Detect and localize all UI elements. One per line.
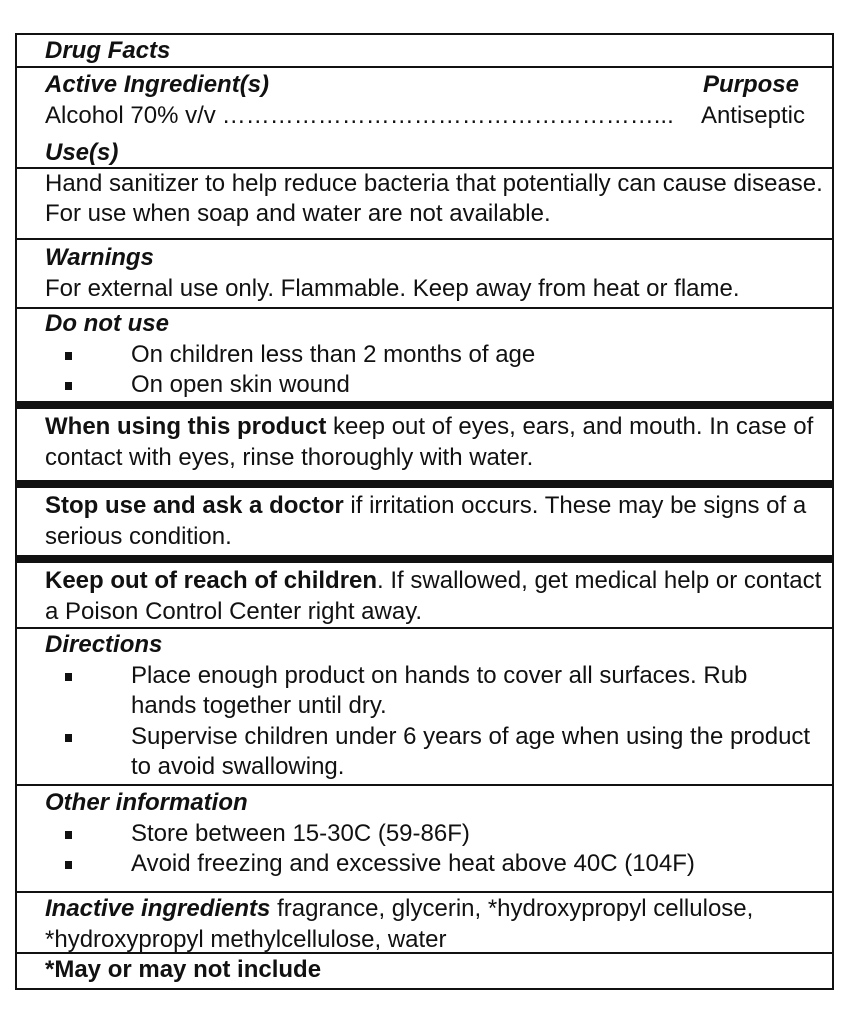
warnings-label: Warnings (45, 244, 154, 271)
leader-dots: ………………………………………………... (221, 101, 674, 129)
directions-label: Directions (45, 631, 163, 658)
bullet-icon (65, 734, 72, 742)
keep-out-text: . If swallowed, get medical help or contact a Poison Control Center right away. (45, 567, 822, 625)
other-info-section (17, 786, 832, 893)
warnings-section (17, 240, 832, 309)
inactive-section (17, 893, 832, 954)
uses-text: Hand sanitizer to help reduce bacteria that potentially can cause disease. For use when soap and water are not available. (45, 169, 823, 227)
keep-out-section (17, 563, 832, 629)
list-item (45, 370, 832, 401)
drug-facts-panel (15, 33, 834, 990)
footnote-section (17, 954, 832, 986)
when-using-section (17, 409, 832, 488)
ingredient-purpose: Antiseptic (700, 101, 805, 129)
other-info-list (45, 819, 832, 880)
list-item (45, 661, 812, 722)
list-item (45, 849, 832, 880)
do-not-use-list (45, 340, 832, 401)
inactive-text: fragrance, glycerin, *hydroxypropyl cellulose, *hydroxypropyl methylcellulose, water (45, 895, 754, 953)
stop-use-label: Stop use and ask a doctor (45, 492, 344, 519)
keep-out-paragraph (45, 566, 832, 627)
bullet-icon (65, 352, 72, 360)
bullet-icon (65, 382, 72, 390)
inactive-paragraph (45, 894, 832, 955)
active-ingredients-label: Active Ingredient(s) (45, 71, 270, 98)
stop-use-section (17, 488, 832, 563)
do-not-use-label: Do not use (45, 310, 169, 337)
uses-section (17, 136, 832, 240)
do-not-use-section (17, 309, 832, 409)
ingredient-name: Alcohol 70% v/v (45, 101, 216, 129)
list-item-text: On children less than 2 months of age (131, 340, 536, 368)
active-ingredient-row (45, 101, 832, 132)
list-item-text: Store between 15-30C (59-86F) (131, 819, 470, 847)
when-using-paragraph (45, 412, 832, 473)
warnings-text: For external use only. Flammable. Keep away from heat or flame. (45, 274, 740, 302)
drug-facts-header (17, 35, 832, 68)
directions-section (17, 629, 832, 786)
when-using-label: When using this product (45, 413, 327, 440)
drug-facts-heading: Drug Facts (45, 37, 171, 64)
list-item (45, 722, 812, 783)
bullet-icon (65, 831, 72, 839)
uses-label: Use(s) (45, 139, 119, 166)
list-item-text: Avoid freezing and excessive heat above 40C (104F) (131, 850, 695, 877)
list-item-text: On open skin wound (131, 371, 350, 398)
keep-out-label: Keep out of reach of children (45, 567, 378, 594)
when-using-text: keep out of eyes, ears, and mouth. In case of contact with eyes, rinse thoroughly with water. (45, 413, 814, 471)
bullet-icon (65, 673, 72, 681)
list-item-text: Supervise children under 6 years of age when using the product to avoid swallowing. (131, 722, 811, 780)
stop-use-paragraph (45, 491, 832, 552)
list-item (45, 340, 832, 371)
list-item-text: Place enough product on hands to cover all surfaces. Rub hands together until dry. (131, 661, 748, 719)
footnote: *May or may not include (45, 956, 322, 983)
purpose-label: Purpose (702, 71, 799, 98)
other-info-label: Other information (45, 789, 248, 816)
directions-list (45, 661, 832, 783)
stop-use-text: if irritation occurs. These may be signs of a serious condition. (45, 492, 807, 550)
active-header-row (45, 70, 832, 101)
list-item (45, 819, 832, 850)
bullet-icon (65, 861, 72, 869)
inactive-label: Inactive ingredients (45, 895, 271, 922)
